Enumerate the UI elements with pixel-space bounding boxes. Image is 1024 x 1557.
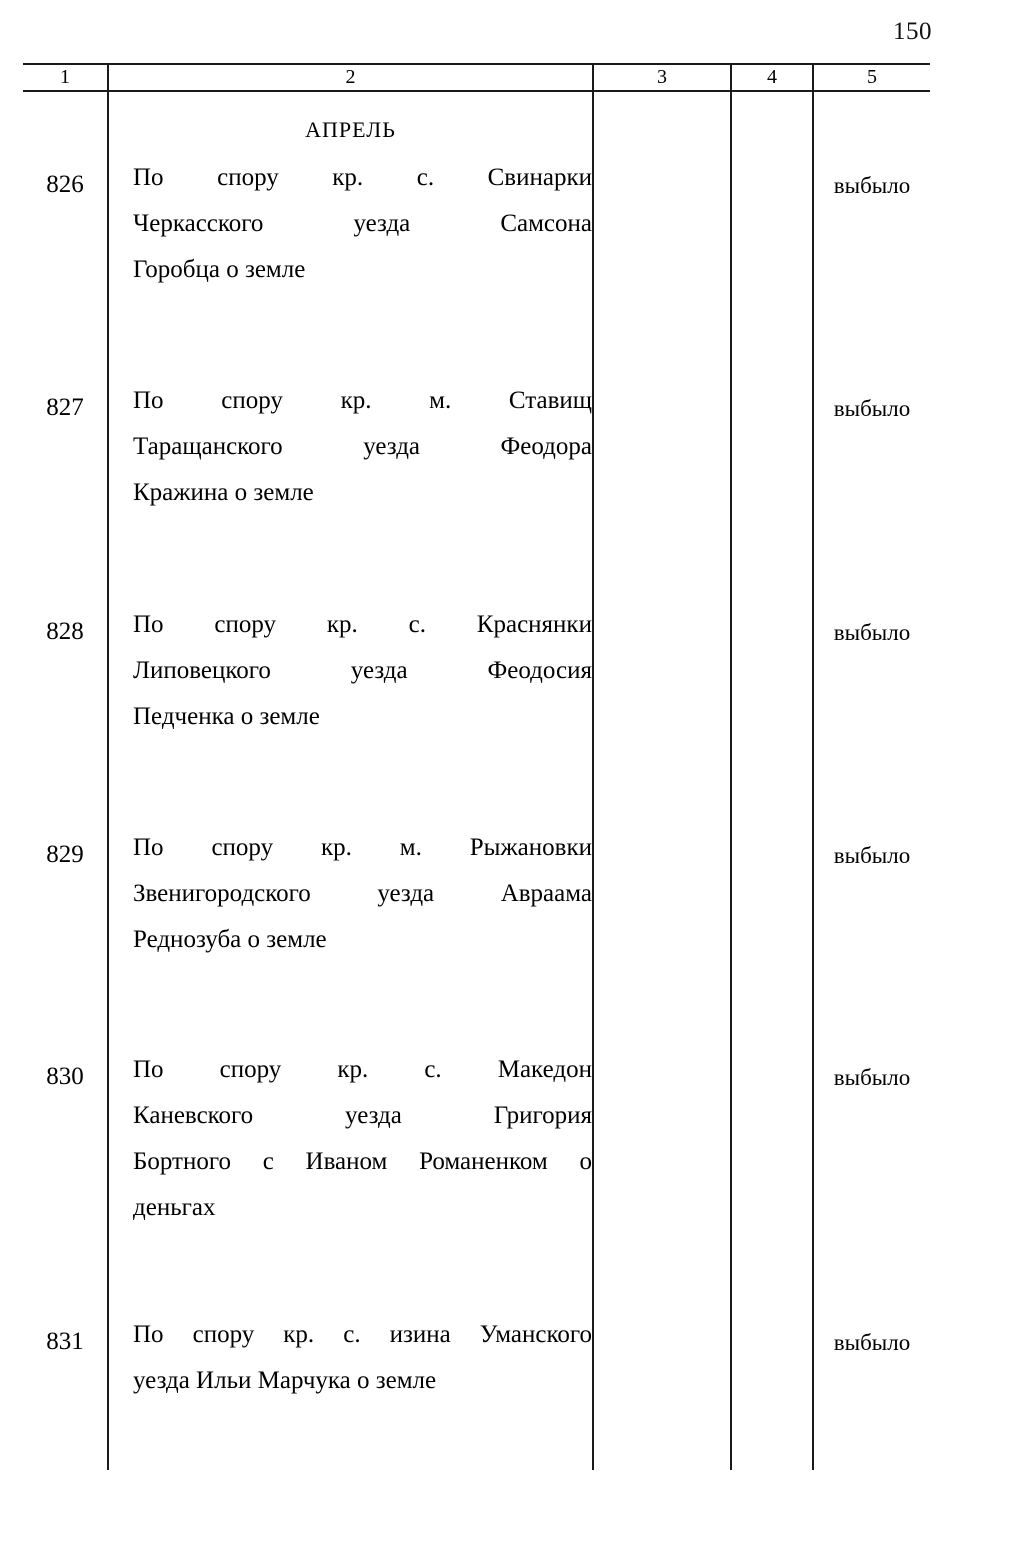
record-number: 829 xyxy=(46,841,84,868)
record-description xyxy=(133,602,592,740)
column-number-header-row xyxy=(23,65,930,90)
description-line: деньгах xyxy=(133,1194,216,1221)
description-line: По спору кр. м. Ставищ xyxy=(133,387,592,414)
description-line: По спору кр. с. изина Уманского xyxy=(133,1321,592,1348)
description-line: Реднозуба о земле xyxy=(133,926,327,953)
record-status: выбыло xyxy=(833,620,911,645)
description-line: По спору кр. с. Македон xyxy=(133,1056,592,1083)
column-header-4: 4 xyxy=(767,66,777,88)
record-number: 827 xyxy=(46,394,84,421)
records-table xyxy=(23,63,930,1470)
record-description xyxy=(133,378,592,516)
column-header-2: 2 xyxy=(345,66,356,88)
record-number: 831 xyxy=(46,1328,84,1355)
record-description xyxy=(133,825,592,963)
record-status: выбыло xyxy=(833,843,911,868)
record-description xyxy=(133,1047,592,1231)
description-line: Таращанского уезда Феодора xyxy=(133,433,592,460)
description-line: По спору кр. м. Рыжановки xyxy=(133,834,592,861)
column-header-5: 5 xyxy=(867,66,877,88)
description-line: уезда Ильи Марчука о земле xyxy=(133,1367,437,1394)
description-line: Липовецкого уезда Феодосия xyxy=(133,657,592,684)
description-line: Звенигородского уезда Авраама xyxy=(133,880,592,907)
section-heading-april: АПРЕЛЬ xyxy=(305,117,396,142)
description-line: Черкасского уезда Самсона xyxy=(133,210,592,237)
column-divider-1 xyxy=(107,63,109,1470)
record-status: выбыло xyxy=(833,1330,911,1355)
column-divider-3 xyxy=(730,63,732,1470)
column-divider-4 xyxy=(812,63,814,1470)
record-status: выбыло xyxy=(833,396,911,421)
description-line: Каневского уезда Григория xyxy=(133,1102,592,1129)
column-header-3: 3 xyxy=(657,66,667,88)
table-header-rule xyxy=(23,90,930,92)
description-line: По спору кр. с. Свинарки xyxy=(133,164,592,191)
description-line: Кражина о земле xyxy=(133,479,314,506)
description-line: Горобца о земле xyxy=(133,256,306,283)
column-divider-2 xyxy=(592,63,594,1470)
column-header-1: 1 xyxy=(60,66,70,88)
record-status: выбыло xyxy=(833,1065,911,1090)
record-number: 826 xyxy=(46,171,84,198)
record-number: 828 xyxy=(46,618,84,645)
description-line: По спору кр. с. Краснянки xyxy=(133,611,592,638)
record-description xyxy=(133,155,592,293)
description-line: Бортного с Иваном Романенком о xyxy=(133,1148,592,1175)
description-line: Педченка о земле xyxy=(133,703,320,730)
record-status: выбыло xyxy=(833,173,911,198)
record-description xyxy=(133,1312,592,1404)
record-number: 830 xyxy=(46,1063,84,1090)
page-number: 150 xyxy=(893,18,932,45)
